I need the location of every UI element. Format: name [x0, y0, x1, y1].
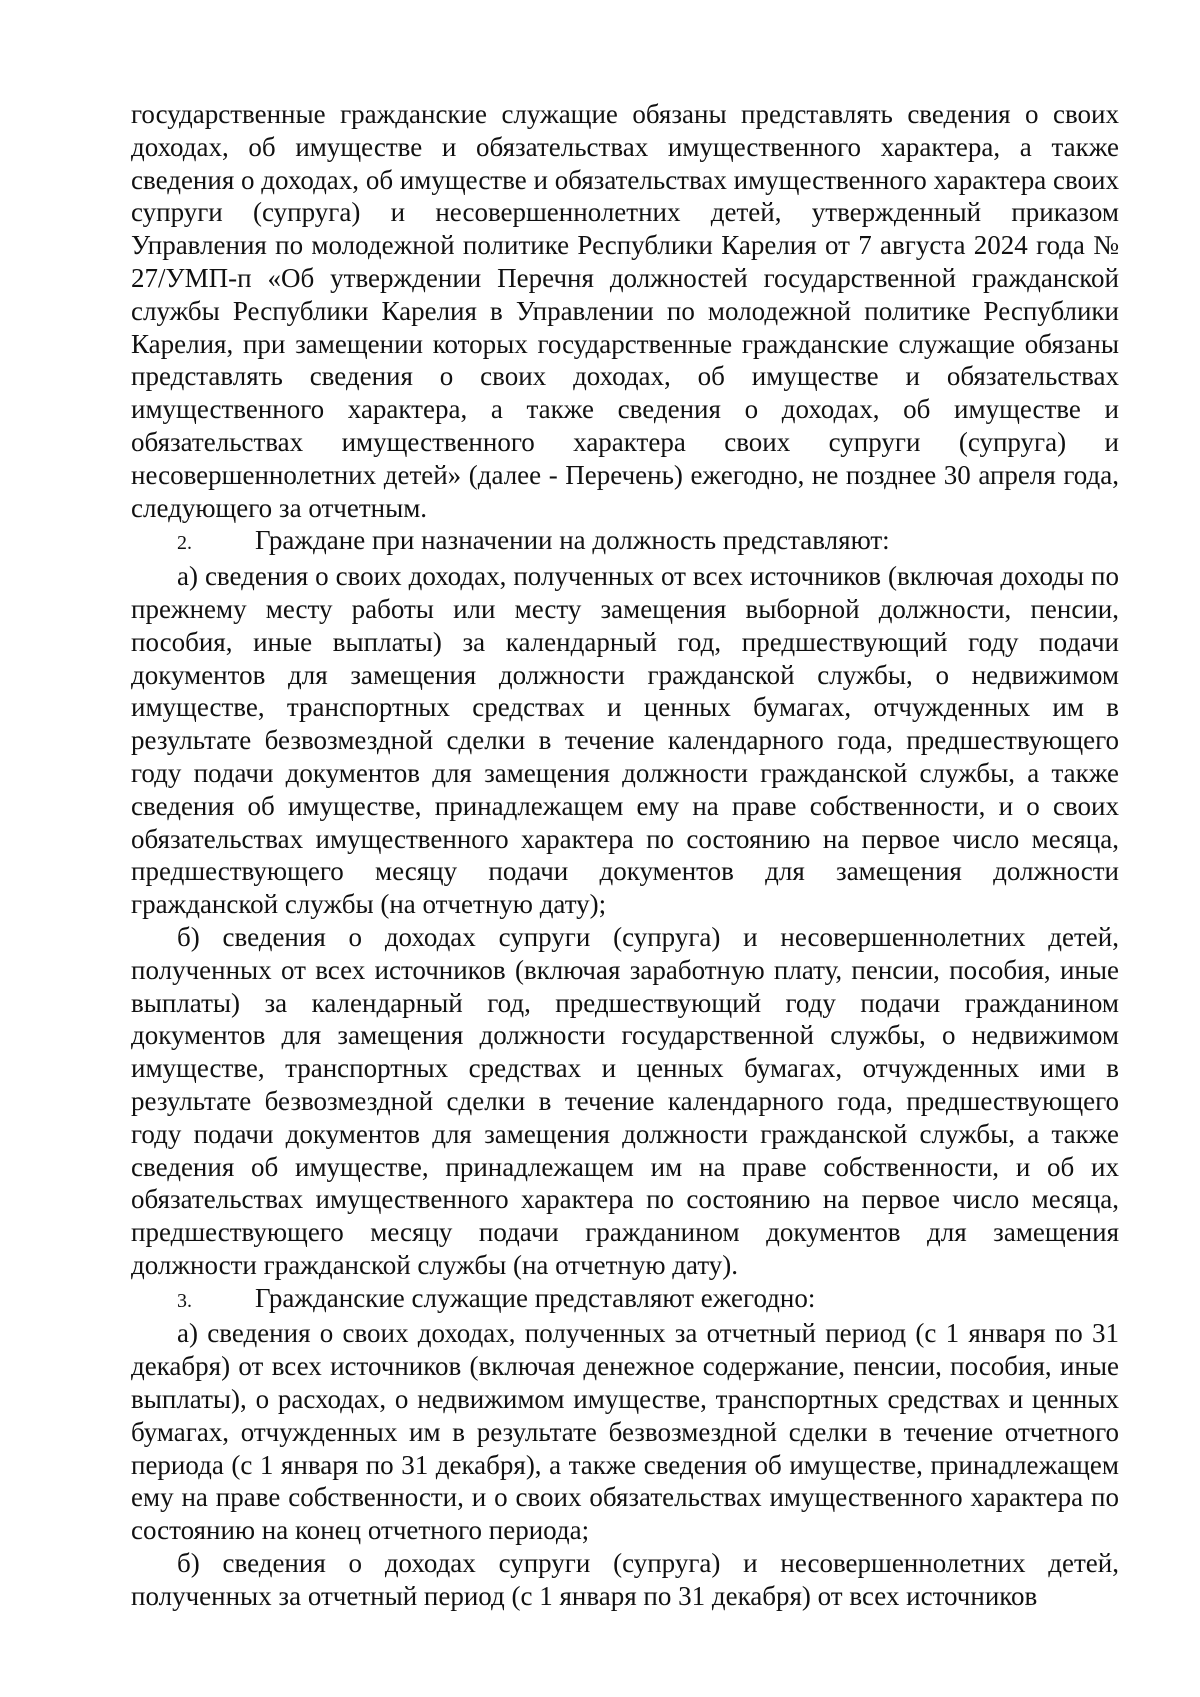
- item-3-number: 3.: [177, 1289, 192, 1312]
- item-3-heading-text: Гражданские служащие представляют ежегодно:: [255, 1282, 816, 1313]
- item-2-sub-a: а) сведения о своих доходах, полученных от всех источников (включая доходы по прежнему месту работы или месту замещения выборной должности, пенсии, пособия, иные выплаты) за календарный год, предшествующий году подачи документов для замещения должности гражданской службы, о недвижимом имуществе, транспортных средствах и ценных бумагах, отчужденных им в результате безвозмездной сделки в течение календарного года, предшествующего году подачи документов для замещения должности гражданской службы, а также сведения об имуществе, принадлежащем ему на праве собственности, и о своих обязательствах имущественного характера по состоянию на первое число месяца, предшествующего месяцу подачи документов для замещения должности гражданской службы (на отчетную дату);: [131, 561, 1119, 920]
- item-2-sub-b: б) сведения о доходах супруги (супруга) и несовершеннолетних детей, полученных от всех источников (включая заработную плату, пенсии, пособия, иные выплаты) за календарный год, предшествующий году подачи гражданином документов для замещения должности государственной службы, о недвижимом имуществе, транспортных средствах и ценных бумагах, отчужденных ими в результате безвозмездной сделки в течение календарного года, предшествующего году подачи документов для замещения должности гражданской службы, а также сведения об имуществе, принадлежащем им на праве собственности, и об их обязательствах имущественного характера по состоянию на первое число месяца, предшествующего месяцу подачи гражданином документов для замещения должности гражданской службы (на отчетную дату).: [131, 921, 1119, 1280]
- item-2-heading: [131, 524, 1119, 560]
- paragraph-continuation: государственные гражданские служащие обязаны представлять сведения о своих доходах, об имуществе и обязательствах имущественного характера, а также сведения о доходах, об имуществе и обязательствах имущественного характера своих супруги (супруга) и несовершеннолетних детей, утвержденный приказом Управления по молодежной политике Республики Карелия от 7 августа 2024 года № 27/УМП-п «Об утверждении Перечня должностей государственной гражданской службы Республики Карелия в Управлении по молодежной политике Республики Карелия, при замещении которых государственные гражданские служащие обязаны представлять сведения о своих доходах, об имуществе и обязательствах имущественного характера, а также сведения о доходах, об имуществе и обязательствах имущественного характера своих супруги (супруга) и несовершеннолетних детей» (далее - Перечень) ежегодно, не позднее 30 апреля года, следующего за отчетным.: [131, 99, 1119, 523]
- item-3-heading: [131, 1282, 1119, 1318]
- item-2-heading-text: Граждане при назначении на должность представляют:: [255, 525, 890, 556]
- document-page: [131, 98, 1119, 1613]
- item-3-sub-a: а) сведения о своих доходах, полученных за отчетный период (с 1 января по 31 декабря) от всех источников (включая денежное содержание, пенсии, пособия, иные выплаты), о расходах, о недвижимом имуществе, транспортных средствах и ценных бумагах, отчужденных им в результате безвозмездной сделки в течение отчетного периода (с 1 января по 31 декабря), а также сведения об имуществе, принадлежащем ему на праве собственности, и о своих обязательствах имущественного характера по состоянию на конец отчетного периода;: [131, 1318, 1119, 1546]
- item-3-sub-b: б) сведения о доходах супруги (супруга) и несовершеннолетних детей, полученных за отчетный период (с 1 января по 31 декабря) от всех источников: [131, 1548, 1119, 1611]
- item-2-number: 2.: [177, 532, 192, 555]
